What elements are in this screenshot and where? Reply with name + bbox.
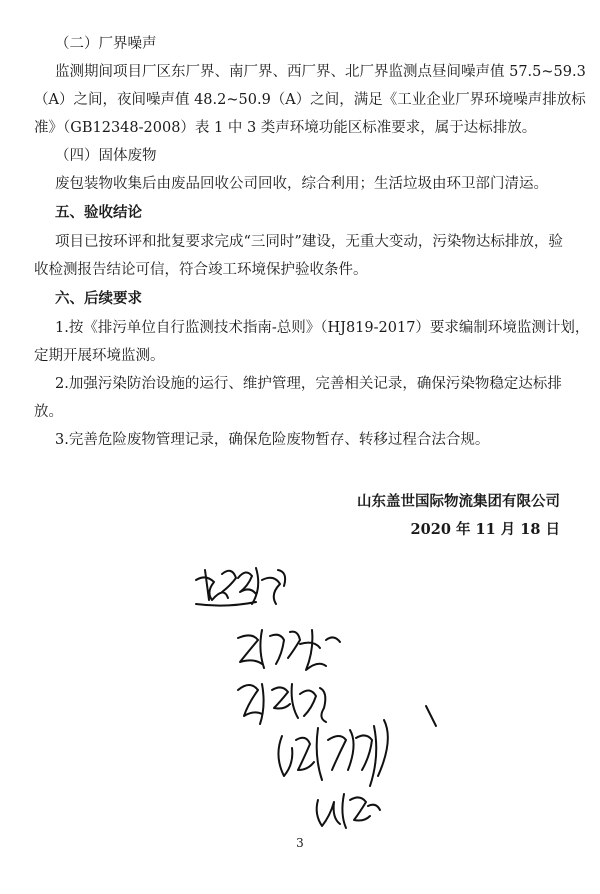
conclusion-line-1: 项目已按环评和批复要求完成“三同时”建设，无重大变动，污染物达标排放，验 bbox=[55, 234, 563, 250]
solid-waste-line-1: 废包装物收集后由废品回收公司回收，综合利用；生活垃圾由环卫部门清运。 bbox=[55, 176, 548, 192]
follow-up-item-1-cont: 定期开展环境监测。 bbox=[34, 348, 165, 364]
signature-3 bbox=[238, 684, 326, 724]
follow-up-item-1: 1.按《排污单位自行监测技术指南-总则》（HJ819-2017）要求编制环境监测计划， bbox=[55, 320, 590, 336]
signature-1 bbox=[196, 568, 285, 606]
follow-up-item-2-cont: 放。 bbox=[34, 404, 63, 420]
page-number: 3 bbox=[296, 836, 304, 850]
signing-date: 2020 年 11 月 18 日 bbox=[410, 521, 560, 538]
noise-line-1: 监测期间项目厂区东厂界、南厂界、西厂界、北厂界监测点昼间噪声值 57.5~59.3 bbox=[55, 64, 586, 80]
signature-4 bbox=[278, 706, 436, 786]
signature-5 bbox=[317, 794, 380, 828]
signature-2 bbox=[238, 630, 340, 670]
section-noise-heading: （二）厂界噪声 bbox=[55, 36, 157, 52]
section-solid-waste-heading: （四）固体废物 bbox=[55, 148, 157, 164]
noise-line-2: （A）之间，夜间噪声值 48.2~50.9（A）之间，满足《工业企业厂界环境噪声排放标 bbox=[34, 92, 586, 108]
acceptance-conclusion-heading: 五、验收结论 bbox=[55, 205, 142, 221]
signatures-area bbox=[0, 560, 600, 840]
noise-line-3: 准》（GB12348-2008）表 1 中 3 类声环境功能区标准要求，属于达标排放。 bbox=[34, 120, 537, 136]
follow-up-item-3: 3.完善危险废物管理记录，确保危险废物暂存、转移过程合法合规。 bbox=[55, 432, 490, 448]
company-name: 山东盖世国际物流集团有限公司 bbox=[357, 493, 560, 510]
follow-up-item-2: 2.加强污染防治设施的运行、维护管理，完善相关记录，确保污染物稳定达标排 bbox=[55, 376, 562, 392]
conclusion-line-2: 收检测报告结论可信，符合竣工环境保护验收条件。 bbox=[34, 262, 368, 278]
follow-up-heading: 六、后续要求 bbox=[55, 291, 142, 307]
